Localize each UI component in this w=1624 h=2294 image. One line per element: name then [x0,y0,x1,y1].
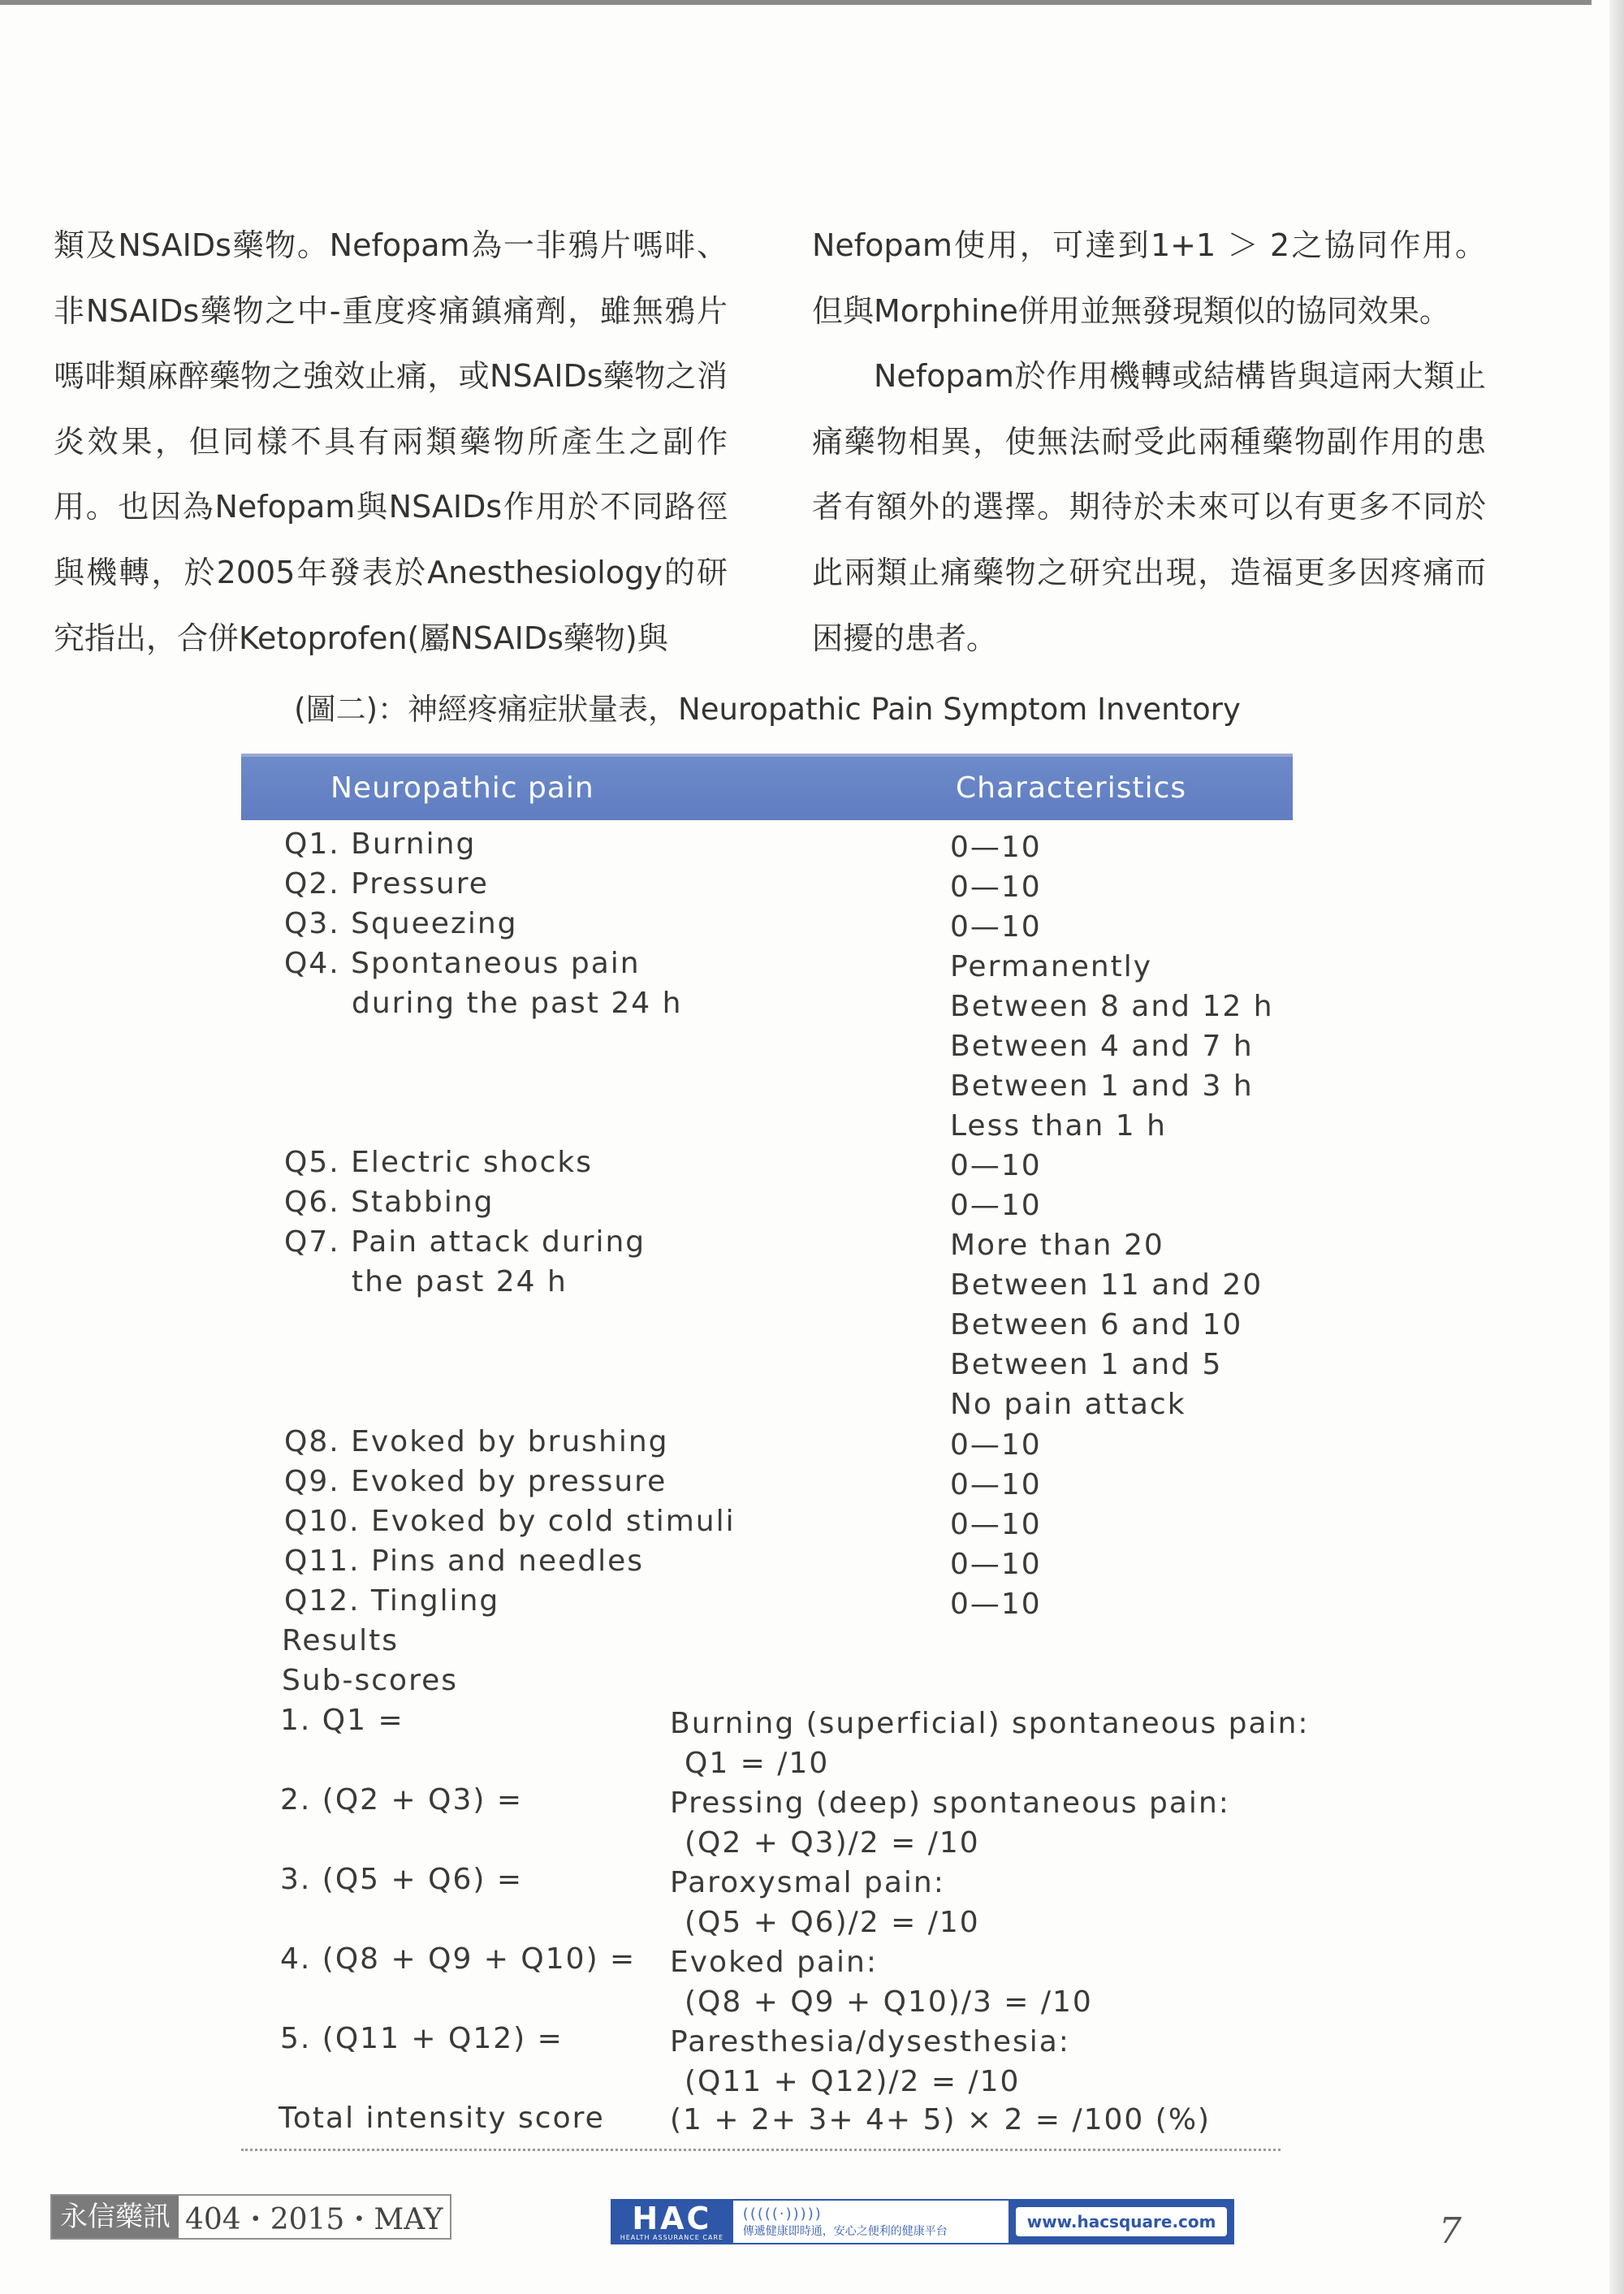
header-characteristics: Characteristics [956,771,1187,805]
characteristic-value: 0—10 [950,1468,1042,1501]
characteristic-value: Less than 1 h [950,1109,1167,1143]
characteristic-value: 0—10 [950,1428,1042,1462]
symptom-label: during the past 24 h [352,987,683,1020]
symptom-label: the past 24 h [352,1265,568,1298]
subscore-formula: Q1 = /10 [685,1747,830,1780]
characteristic-value: Between 4 and 7 h [950,1030,1254,1063]
symptom-label: Q5. Electric shocks [284,1146,593,1179]
subscore-description: Evoked pain: [670,1946,878,1979]
characteristic-value: 0—10 [950,1548,1042,1581]
hac-slogan: 傳遞健康即時通，安心之便利的健康平台 [742,2224,948,2238]
signal-waves-icon: (((((·))))) [742,2205,823,2223]
subscore-description: Paroxysmal pain: [670,1866,945,1899]
symptom-label: Q2. Pressure [284,867,489,901]
subscore-formula: (Q5 + Q6)/2 = /10 [685,1906,980,1939]
hac-logo: HAC HEALTH ASSURANCE CARE [611,2199,733,2244]
left-column-text: 類及NSAIDs藥物。Nefopam為一非鴉片嗎啡、非NSAIDs藥物之中-重度疼痛鎮痛劑，雖無鴉片嗎啡類麻醉藥物之強效止痛，或NSAIDs藥物之消炎效果，但同樣不具有兩類藥物所產生之副作用。也因為Nefopam與NSAIDs作用於不同路徑與機轉，於2005年發表於Anesthesiology的研究指出，合併Ketoprofen(屬NSAIDs藥物)與 [54,227,728,656]
top-border [0,0,1592,5]
symptom-label: Q9. Evoked by pressure [284,1465,667,1498]
figure-caption: (圖二)：神經疼痛症狀量表，Neuropathic Pain Symptom Inventory [294,692,1241,727]
brand-name: 永信藥訊 [52,2196,179,2238]
subscore-formula: (Q11 + Q12)/2 = /10 [685,2065,1021,2098]
page-edge [1609,0,1624,2294]
symptom-label: Q1. Burning [284,827,477,861]
subscore-formula-left: 5. (Q11 + Q12) = [280,2022,564,2055]
hac-banner[interactable] [611,2199,1234,2244]
characteristic-value: Between 1 and 5 [950,1348,1223,1381]
subscores-label: Sub-scores [282,1664,458,1697]
symptom-label: Q8. Evoked by brushing [284,1425,669,1458]
page-number: 7 [1439,2210,1462,2252]
symptom-label: Q11. Pins and needles [284,1544,645,1578]
characteristic-value: Permanently [950,950,1153,983]
characteristic-value: 0—10 [950,1189,1042,1222]
subscore-formula: (Q2 + Q3)/2 = /10 [685,1826,980,1860]
characteristic-value: 0—10 [950,831,1042,864]
subscore-description: Paresthesia/dysesthesia: [670,2025,1070,2059]
right-column [812,213,1486,671]
subscore-description: Pressing (deep) spontaneous pain: [670,1786,1230,1820]
footer-brand [50,2194,451,2240]
symptom-label: Q3. Squeezing [284,907,518,940]
subscore-formula-left: 1. Q1 = [280,1704,404,1737]
characteristic-value: More than 20 [950,1229,1164,1262]
symptom-label: Q7. Pain attack during [284,1225,646,1259]
subscore-formula-left: 2. (Q2 + Q3) = [280,1783,524,1817]
symptom-label: Q6. Stabbing [284,1186,495,1219]
hac-url-block[interactable] [1009,2199,1234,2244]
subscore-description: Burning (superficial) spontaneous pain: [670,1707,1310,1740]
right-paragraph-1: Nefopam使用，可達到1+1 ＞ 2之協同作用。但與Morphine併用並無發現類似的協同效果。 [812,227,1486,329]
hac-slogan-block [733,2199,1009,2244]
issue-info: 404・2015・MAY [185,2202,443,2236]
characteristic-value: 0—10 [950,1149,1042,1182]
right-paragraph-2: Nefopam於作用機轉或結構皆與這兩大類止痛藥物相異，使無法耐受此兩種藥物副作用的患者有額外的選擇。期待於未來可以有更多不同於此兩類止痛藥物之研究出現，造福更多因疼痛而困擾的患者。 [812,358,1486,656]
subscore-formula-left: 3. (Q5 + Q6) = [280,1863,524,1896]
table-header [241,754,1293,820]
subscore-formula: (Q8 + Q9 + Q10)/3 = /10 [685,1985,1093,2019]
characteristic-value: Between 1 and 3 h [950,1069,1254,1103]
table-bottom-rule [241,2149,1281,2151]
total-score-label: Total intensity score [279,2102,605,2135]
symptom-label: Q12. Tingling [284,1584,500,1618]
total-score-formula: (1 + 2+ 3+ 4+ 5) × 2 = /100 (%) [670,2103,1212,2136]
characteristic-value: 0—10 [950,871,1042,904]
characteristic-value: Between 8 and 12 h [950,990,1274,1023]
characteristic-value: 0—10 [950,1508,1042,1541]
header-neuropathic-pain: Neuropathic pain [330,771,594,805]
symptom-label: Q10. Evoked by cold stimuli [284,1505,736,1538]
symptom-label: Q4. Spontaneous pain [284,947,641,980]
characteristic-value: 0—10 [950,1588,1042,1621]
subscore-formula-left: 4. (Q8 + Q9 + Q10) = [280,1942,637,1976]
characteristic-value: No pain attack [950,1388,1186,1421]
characteristic-value: 0—10 [950,910,1042,944]
hac-url-link[interactable]: www.hacsquare.com [1016,2207,1228,2236]
characteristic-value: Between 11 and 20 [950,1268,1263,1302]
characteristic-value: Between 6 and 10 [950,1308,1243,1341]
results-label: Results [282,1624,399,1657]
